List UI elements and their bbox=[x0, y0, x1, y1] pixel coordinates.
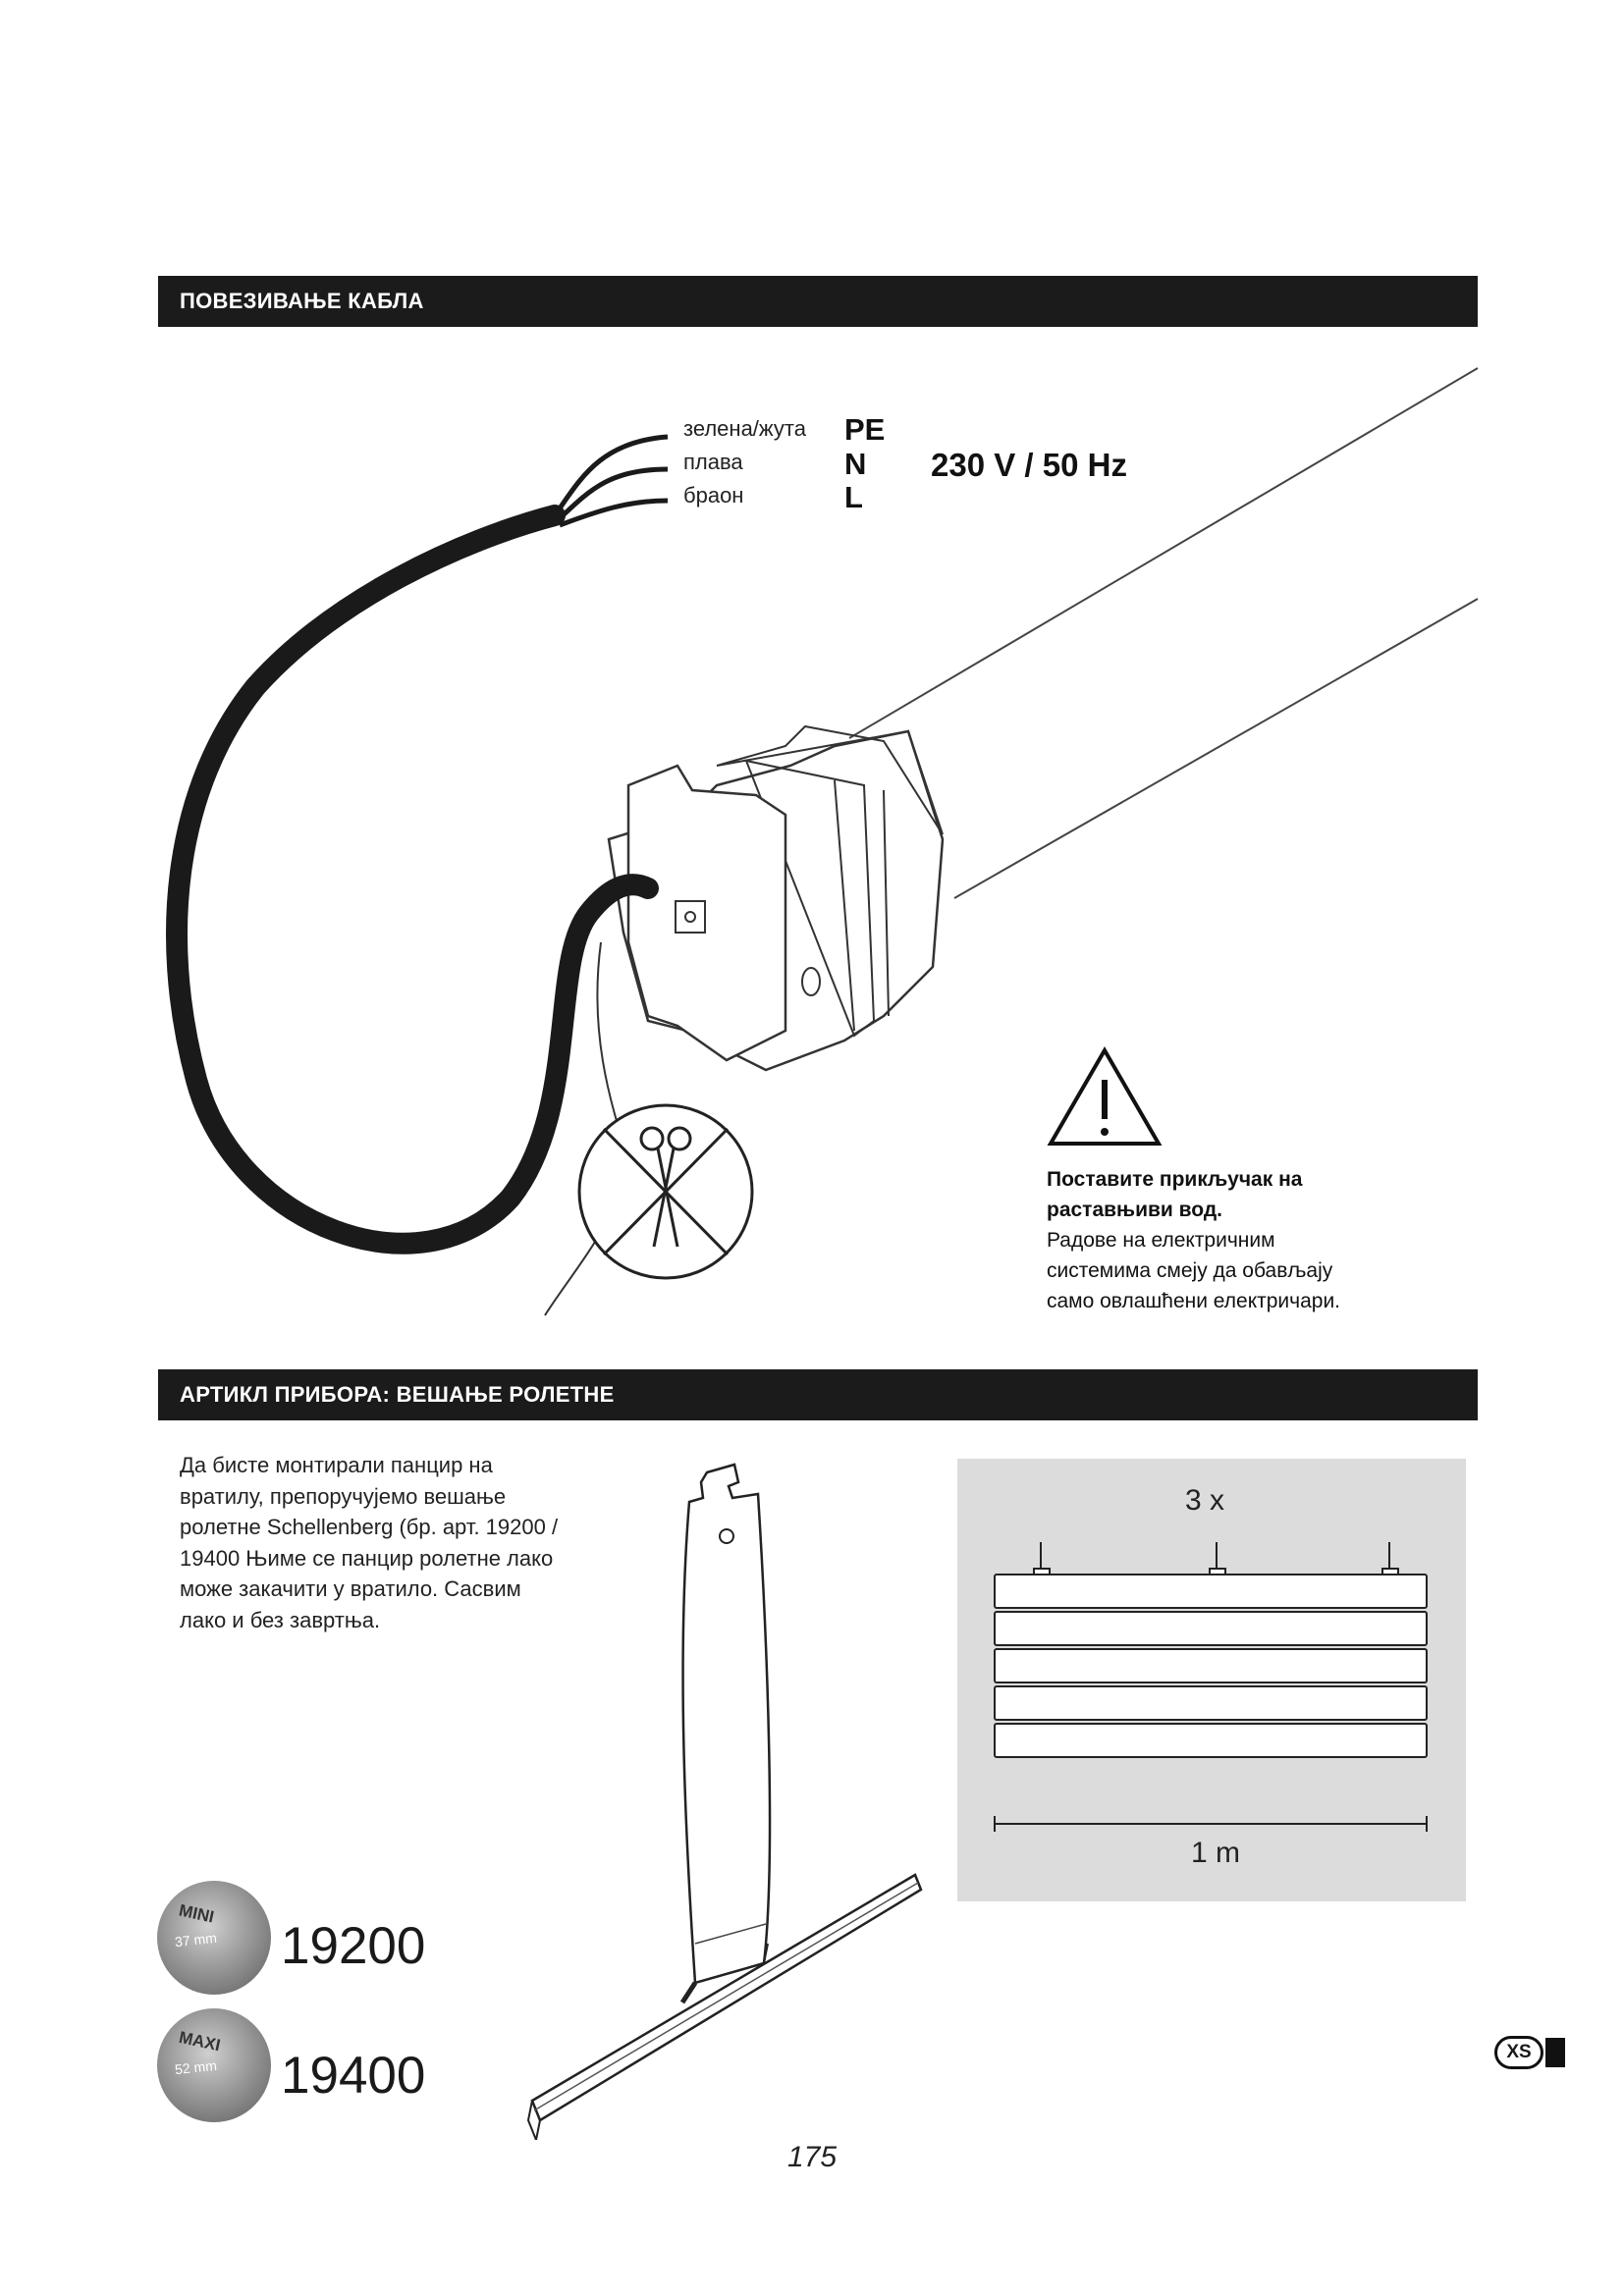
wire-code-pe: PE bbox=[844, 412, 886, 447]
intro-line: може закачити у вратило. Сасвим bbox=[180, 1576, 521, 1601]
warning-bold-line: раставњиви вод. bbox=[1047, 1199, 1223, 1221]
warning-triangle-icon bbox=[1049, 1046, 1161, 1148]
wire-code-n: N bbox=[844, 447, 867, 481]
wire-label-brown: браон bbox=[683, 483, 744, 507]
wire-label-green-yellow: зелена/жута bbox=[683, 416, 806, 441]
wire-label-blue: плава bbox=[683, 450, 743, 474]
page-tab bbox=[1494, 2036, 1565, 2073]
slat-diagram bbox=[957, 1459, 1466, 1901]
badge-size-label: 52 mm bbox=[174, 2056, 218, 2078]
intro-line: лако и без завртња. bbox=[180, 1607, 381, 1632]
warning-bold-line: Поставите прикључак на bbox=[1047, 1168, 1303, 1191]
wire-code-l: L bbox=[844, 480, 863, 514]
mini-badge bbox=[157, 1881, 271, 1995]
intro-line: 19400 Њиме се панцир ролетне лако bbox=[180, 1545, 554, 1571]
section-header-accessory: АРТИКЛ ПРИБОРА: ВЕШАЊЕ РОЛЕТНЕ bbox=[158, 1369, 1478, 1420]
intro-line: ролетне Schellenberg (бр. арт. 19200 / bbox=[180, 1515, 559, 1539]
hanger-clip-illustration bbox=[511, 1453, 943, 2140]
intro-line: вратилу, препоручујемо вешање bbox=[180, 1483, 507, 1509]
no-scissors-icon bbox=[579, 1105, 752, 1278]
warning-text bbox=[1047, 1164, 1420, 1316]
badge-top-label: MAXI bbox=[177, 2027, 223, 2056]
article-number: 19200 bbox=[281, 1917, 426, 1975]
maxi-badge bbox=[157, 2008, 271, 2122]
badge-size-label: 37 mm bbox=[174, 1929, 218, 1950]
page-number: 175 bbox=[786, 2141, 838, 2173]
length-label: 1 m bbox=[1191, 1837, 1241, 1869]
voltage-label: 230 V / 50 Hz bbox=[931, 447, 1127, 483]
intro-line: Да бисте монтирали панцир на bbox=[180, 1453, 493, 1477]
quantity-label: 3 x bbox=[1185, 1484, 1225, 1517]
warning-line: Радове на електричним bbox=[1047, 1229, 1275, 1252]
section-header-cable-connection: ПОВЕЗИВАЊЕ КАБЛА bbox=[158, 276, 1478, 327]
tab-label: XS bbox=[1494, 2036, 1543, 2069]
article-number: 19400 bbox=[281, 2047, 426, 2105]
slat-diagram-panel bbox=[957, 1459, 1466, 1901]
badge-top-label: MINI bbox=[177, 1900, 216, 1927]
warning-line: само овлашћени електричари. bbox=[1047, 1290, 1341, 1312]
warning-line: системима смеју да обављају bbox=[1047, 1259, 1333, 1282]
tab-marker bbox=[1545, 2038, 1565, 2067]
